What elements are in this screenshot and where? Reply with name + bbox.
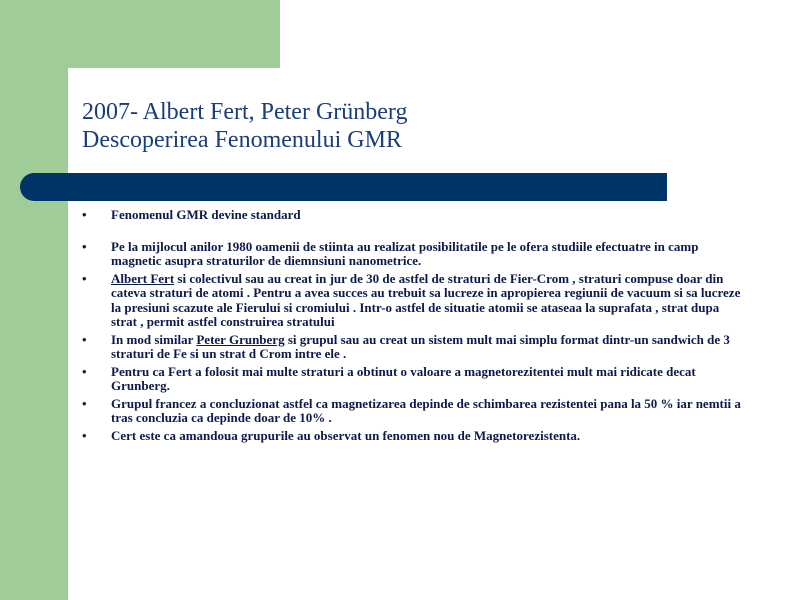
bullet-text: Pe la mijlocul anilor 1980 oamenii de stiinta au realizat posibilitatile pe le ofera studiile efectuatre in camp magnetic asupra straturilor de diemnsiuni nanometrice.	[111, 238, 699, 268]
green-top-panel	[0, 0, 280, 68]
bullet-item	[82, 397, 742, 426]
bullet-dot-icon: •	[82, 207, 87, 222]
bullet-item	[82, 429, 742, 444]
slide-title	[82, 98, 408, 154]
bullet-item	[82, 365, 742, 394]
bullet-dot-icon: •	[82, 363, 87, 379]
bullet-dot-icon: •	[82, 238, 87, 254]
bullet-item	[82, 333, 742, 362]
bullet-text: Cert este ca amandoua grupurile au observat un fenomen nou de Magnetorezistenta.	[111, 427, 581, 443]
bullet-dot-icon: •	[82, 331, 87, 347]
bullet-dot-icon: •	[82, 427, 87, 443]
bullet-prefix: In mod similar	[111, 331, 197, 347]
slide-title-line-1: 2007- Albert Fert, Peter Grünberg	[82, 99, 408, 125]
bullet-list	[82, 208, 742, 446]
slide-title-line-2: Descoperirea Fenomenului GMR	[82, 127, 402, 153]
bullet-item	[82, 272, 742, 330]
bullet-item	[82, 240, 742, 269]
bullet-text: si colectivul sau au creat in jur de 30 de astfel de straturi de Fier-Crom , straturi compuse doar din cateva straturi de atomi . Pentru a avea succes au trebuit sa lucreze in apropierea regiunii de vacuum si sa lucreze la presiuni scazute ale Fierului si cromiului . Intr-o astfel de situatie atomii se ataseaa la suprafata , strat dupa strat , permit astfel construirea stratului	[111, 270, 741, 329]
peter-grunberg-link[interactable]: Peter Grunberg	[196, 331, 285, 347]
bullet-text: Fenomenul GMR devine standard	[111, 207, 301, 222]
albert-fert-link[interactable]: Albert Fert	[111, 270, 175, 286]
bullet-text: Grupul francez a concluzionat astfel ca magnetizarea depinde de schimbarea rezistentei pana la 50 % iar nemtii a tras concluzia ca depinde doar de 10% .	[111, 395, 741, 425]
bullet-item	[82, 208, 742, 223]
bullet-text: si grupul sau au creat un sistem mult mai simplu format dintr-un sandwich de 3 straturi de Fe si un strat d Crom intre ele .	[111, 331, 730, 361]
green-side-panel	[0, 0, 68, 600]
title-divider-bar	[20, 173, 667, 201]
bullet-text: Pentru ca Fert a folosit mai multe straturi a obtinut o valoare a magnetorezitentei mult mai ridicate decat Grunberg.	[111, 363, 696, 393]
bullet-dot-icon: •	[82, 270, 87, 286]
bullet-dot-icon: •	[82, 395, 87, 411]
